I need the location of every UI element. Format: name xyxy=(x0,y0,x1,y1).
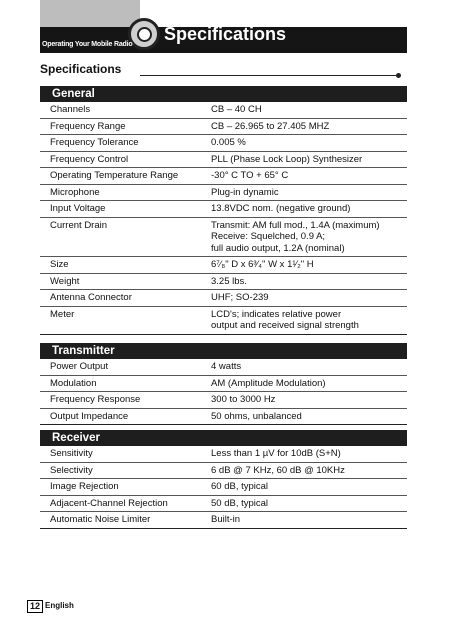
header-subtitle: Operating Your Mobile Radio xyxy=(42,41,133,48)
spec-label: Sensitivity xyxy=(40,446,197,462)
heading-rule-dot xyxy=(396,73,401,78)
table-row xyxy=(40,118,407,135)
spec-value: Transmit: AM full mod., 1.4A (maximum) Receive: Squelched, 0.9 A; full audio output, 1.2A (nominal) xyxy=(197,217,407,257)
section-title: Receiver xyxy=(40,430,407,446)
spec-label: Meter xyxy=(40,306,197,334)
spec-label: Output Impedance xyxy=(40,408,197,425)
table-row xyxy=(40,446,407,462)
spec-value: 3.25 lbs. xyxy=(197,273,407,290)
spec-value: Built-in xyxy=(197,512,407,529)
table-row xyxy=(40,290,407,307)
spec-label: Size xyxy=(40,257,197,274)
heading-rule xyxy=(140,75,398,76)
spec-label: Operating Temperature Range xyxy=(40,168,197,185)
footer-language: English xyxy=(45,601,74,610)
header-title: Specifications xyxy=(164,24,287,44)
page-heading: Specifications xyxy=(40,62,122,76)
table-row xyxy=(40,359,407,375)
spec-label: Power Output xyxy=(40,359,197,375)
table-row xyxy=(40,479,407,496)
table-row xyxy=(40,273,407,290)
spec-label: Adjacent-Channel Rejection xyxy=(40,495,197,512)
spec-value: CB – 40 CH xyxy=(197,102,407,118)
spec-value: CB – 26.965 to 27.405 MHZ xyxy=(197,118,407,135)
spec-value: 0.005 % xyxy=(197,135,407,152)
spec-label: Frequency Tolerance xyxy=(40,135,197,152)
table-row xyxy=(40,168,407,185)
table-row xyxy=(40,217,407,257)
table-row xyxy=(40,257,407,274)
table-row xyxy=(40,184,407,201)
spec-table xyxy=(40,446,407,529)
spec-label: Current Drain xyxy=(40,217,197,257)
radio-logo-icon xyxy=(128,18,160,50)
spec-value: 50 dB, typical xyxy=(197,495,407,512)
spec-label: Frequency Control xyxy=(40,151,197,168)
section-title: Transmitter xyxy=(40,343,407,359)
spec-label: Frequency Response xyxy=(40,392,197,409)
spec-value: 300 to 3000 Hz xyxy=(197,392,407,409)
spec-table xyxy=(40,102,407,335)
spec-value: -30° C TO + 65° C xyxy=(197,168,407,185)
spec-label: Frequency Range xyxy=(40,118,197,135)
header-accent xyxy=(40,0,140,27)
spec-value: UHF; SO-239 xyxy=(197,290,407,307)
spec-value: 6⁷⁄₈" D x 6³⁄₄" W x 1¹⁄₂" H xyxy=(197,257,407,274)
spec-label: Modulation xyxy=(40,375,197,392)
table-row xyxy=(40,392,407,409)
table-row xyxy=(40,135,407,152)
spec-value: 4 watts xyxy=(197,359,407,375)
spec-label: Input Voltage xyxy=(40,201,197,218)
spec-label: Weight xyxy=(40,273,197,290)
section-title: General xyxy=(40,86,407,102)
spec-label: Image Rejection xyxy=(40,479,197,496)
spec-value: 60 dB, typical xyxy=(197,479,407,496)
spec-table xyxy=(40,359,407,425)
table-row xyxy=(40,375,407,392)
table-row xyxy=(40,462,407,479)
spec-label: Antenna Connector xyxy=(40,290,197,307)
section-receiver xyxy=(40,430,407,529)
spec-value: 6 dB @ 7 KHz, 60 dB @ 10KHz xyxy=(197,462,407,479)
table-row xyxy=(40,306,407,334)
spec-label: Channels xyxy=(40,102,197,118)
section-transmitter xyxy=(40,343,407,425)
spec-label: Automatic Noise Limiter xyxy=(40,512,197,529)
spec-value: Plug-in dynamic xyxy=(197,184,407,201)
spec-label: Microphone xyxy=(40,184,197,201)
spec-value: PLL (Phase Lock Loop) Synthesizer xyxy=(197,151,407,168)
table-row xyxy=(40,201,407,218)
table-row xyxy=(40,151,407,168)
spec-value: AM (Amplitude Modulation) xyxy=(197,375,407,392)
spec-value: 13.8VDC nom. (negative ground) xyxy=(197,201,407,218)
table-row xyxy=(40,102,407,118)
spec-value: Less than 1 µV for 10dB (S+N) xyxy=(197,446,407,462)
table-row xyxy=(40,512,407,529)
spec-label: Selectivity xyxy=(40,462,197,479)
table-row xyxy=(40,495,407,512)
spec-value: LCD's; indicates relative power output and received signal strength xyxy=(197,306,407,334)
section-general xyxy=(40,86,407,335)
spec-value: 50 ohms, unbalanced xyxy=(197,408,407,425)
table-row xyxy=(40,408,407,425)
page-number: 12 xyxy=(27,600,43,613)
